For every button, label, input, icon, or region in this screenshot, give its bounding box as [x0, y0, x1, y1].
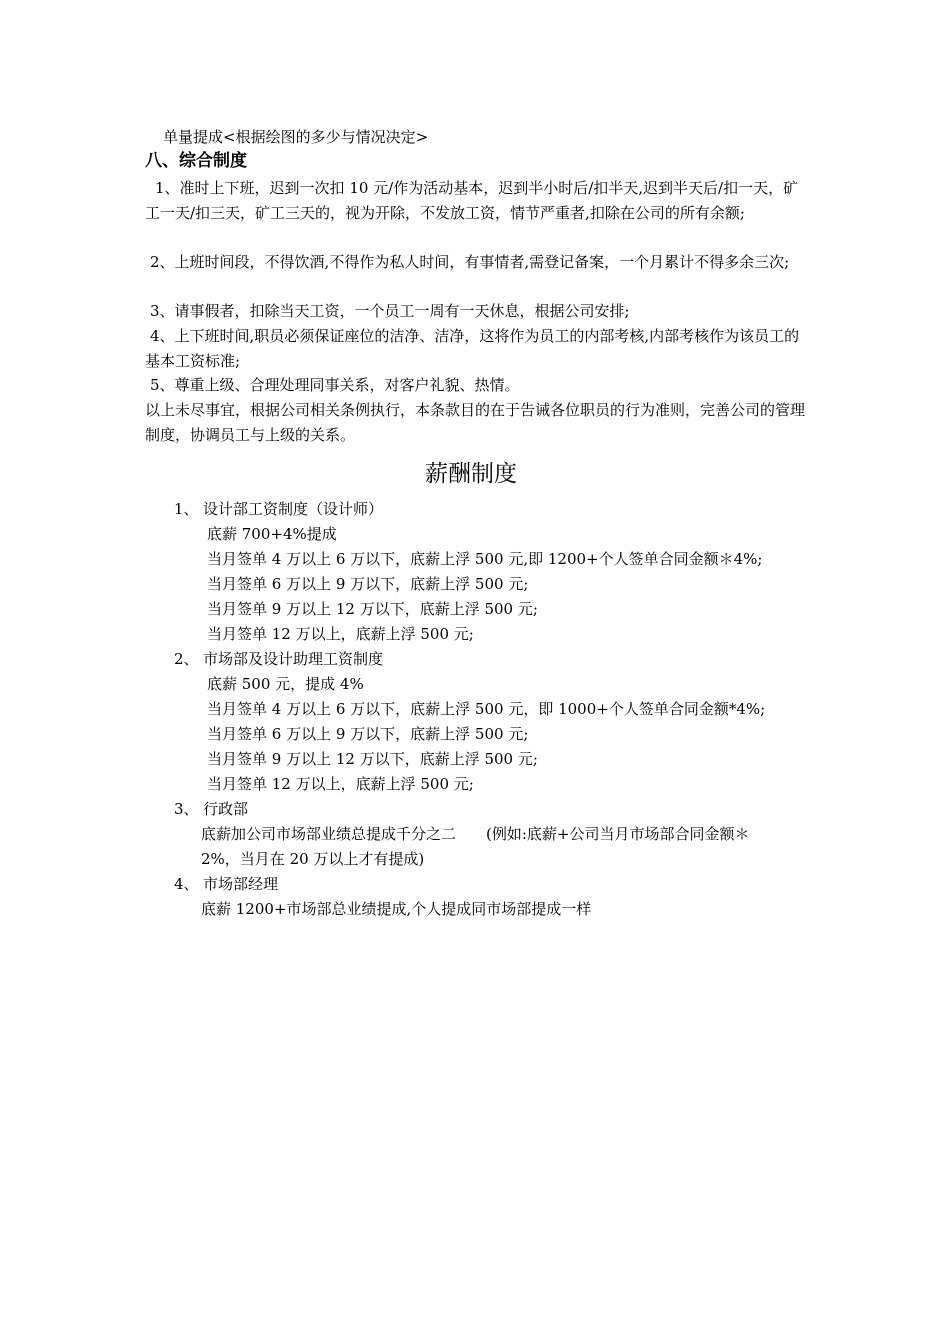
section-8-item-3: 3、请事假者，扣除当天工资，一个员工一周有一天休息，根据公司安排; [150, 302, 630, 320]
salary-section-4-line-1: 底薪 1200+市场部总业绩提成,个人提成同市场部提成一样 [201, 900, 592, 918]
salary-section-1-line-4: 当月签单 9 万以上 12 万以下，底薪上浮 500 元; [207, 600, 538, 618]
salary-section-3-number: 3、 [174, 800, 199, 818]
salary-section-2-line-1: 底薪 500 元，提成 4% [207, 675, 364, 693]
salary-section-3-name: 行政部 [203, 800, 249, 818]
salary-section-3-line-1: 底薪加公司市场部业绩总提成千分之二 (例如:底薪+公司当月市场部合同金额＊ [201, 825, 750, 843]
salary-section-2-name: 市场部及设计助理工资制度 [203, 650, 384, 668]
salary-section-4-number: 4、 [174, 875, 199, 893]
salary-section-2-line-3: 当月签单 6 万以上 9 万以下，底薪上浮 500 元; [207, 725, 529, 743]
salary-section-4-name: 市场部经理 [203, 875, 279, 893]
salary-section-1-line-3: 当月签单 6 万以上 9 万以下，底薪上浮 500 元; [207, 575, 529, 593]
salary-title: 薪酬制度 [425, 461, 517, 487]
salary-section-2-number: 2、 [174, 650, 199, 668]
salary-section-3-line-2: 2%，当月在 20 万以上才有提成) [201, 850, 425, 868]
intro-line: 单量提成<根据绘图的多少与情况决定> [163, 128, 429, 146]
section-8-item-4: 4、上下班时间,职员必须保证座位的洁净、洁净，这将作为员工的内部考核,内部考核作为该员工的基本工资标准; [145, 327, 800, 370]
salary-section-1-number: 1、 [174, 500, 199, 518]
salary-section-1-line-1: 底薪 700+4%提成 [207, 525, 337, 543]
section-8-item-1: 1、准时上下班，迟到一次扣 10 元/作为活动基本，迟到半小时后/扣半天,迟到半天后/扣一天，矿工一天/扣三天，矿工三天的，视为开除，不发放工资，情节严重者,扣除在公司的所有余额; [145, 179, 799, 222]
section-8-item-2: 2、上班时间段，不得饮酒,不得作为私人时间，有事情者,需登记备案，一个月累计不得多余三次; [150, 253, 790, 271]
section-8-heading: 八、综合制度 [145, 151, 247, 171]
salary-section-1-name: 设计部工资制度（设计师） [203, 500, 384, 518]
section-8-item-5: 5、尊重上级、合理处理同事关系，对客户礼貌、热情。 [150, 376, 520, 394]
section-8-closing: 以上未尽事宜，根据公司相关条例执行，本条款目的在于告诫各位职员的行为准则，完善公司的管理制度，协调员工与上级的关系。 [145, 401, 806, 444]
salary-section-2-line-2: 当月签单 4 万以上 6 万以下，底薪上浮 500 元，即 1000+个人签单合同金额*4%; [207, 700, 766, 718]
salary-section-1-line-2: 当月签单 4 万以上 6 万以下，底薪上浮 500 元,即 1200+个人签单合同金额＊4%; [207, 550, 763, 568]
salary-section-2-line-4: 当月签单 9 万以上 12 万以下，底薪上浮 500 元; [207, 750, 538, 768]
salary-section-2-line-5: 当月签单 12 万以上，底薪上浮 500 元; [207, 775, 474, 793]
salary-section-1-line-5: 当月签单 12 万以上，底薪上浮 500 元; [207, 625, 474, 643]
